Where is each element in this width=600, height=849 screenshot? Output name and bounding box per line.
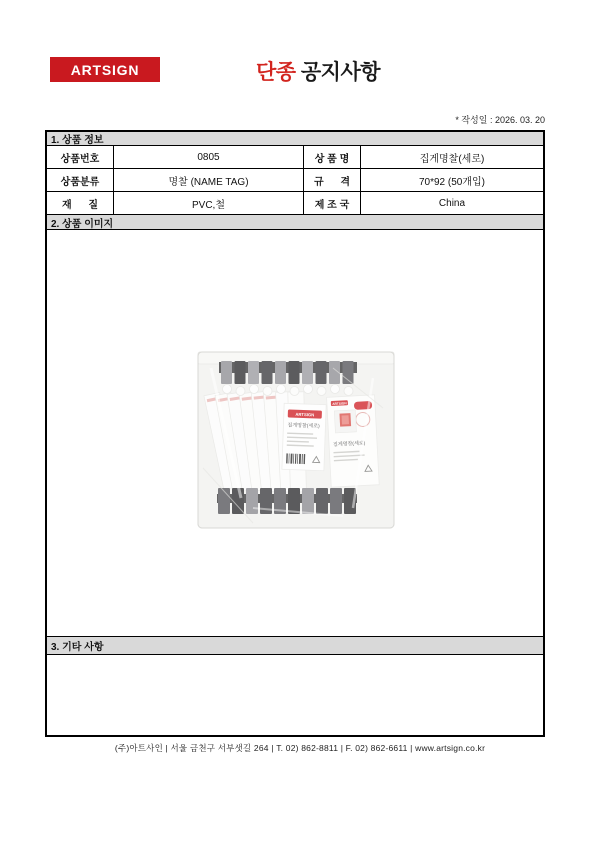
package-label-brand-text: ARTSIGN bbox=[295, 411, 315, 418]
table-row bbox=[47, 169, 543, 192]
etc-content-empty bbox=[47, 655, 543, 735]
package-label-title-text: 집게명찰(세로) bbox=[287, 422, 320, 430]
value-origin-country: China bbox=[438, 197, 466, 209]
value-product-name: 집게명찰(세로) bbox=[419, 153, 485, 165]
bag-gloss bbox=[198, 352, 394, 528]
product-image-area bbox=[47, 230, 543, 637]
section-heading-product-image: 2. 상품 이미지 bbox=[47, 215, 543, 230]
value-product-category: 명찰 (NAME TAG) bbox=[114, 169, 304, 191]
side-label-brand-text: ARTSIGN bbox=[332, 401, 347, 407]
section-heading-etc: 3. 기타 사항 bbox=[47, 637, 543, 655]
label-product-number: 상품번호 bbox=[47, 146, 114, 168]
value-spec: 70*92 (50개입) bbox=[418, 176, 486, 188]
value-product-number: 0805 bbox=[114, 146, 304, 168]
page-title-rest: 공지사항 bbox=[295, 61, 381, 84]
table-row bbox=[47, 192, 543, 215]
page-title bbox=[256, 56, 380, 86]
company-footer: (주)아트사인 | 서울 금천구 서부샛길 264 | T. 02) 862-8811 | F. 02) 862-6611 | www.artsign.co.kr bbox=[114, 743, 486, 753]
label-material: 재 질 bbox=[47, 192, 114, 214]
label-spec: 규 격 bbox=[304, 169, 361, 191]
notice-table bbox=[45, 130, 545, 737]
value-material: PVC,철 bbox=[114, 192, 304, 214]
label-product-category: 상품분류 bbox=[47, 169, 114, 191]
artsign-logo bbox=[50, 57, 160, 82]
page-title-highlight: 단종 bbox=[255, 61, 296, 84]
created-date-label: * 작성일 : 2026. 03. 20 bbox=[455, 115, 545, 125]
side-label-title-text: 집게명찰(세로) bbox=[332, 440, 366, 449]
label-product-name: 상 품 명 bbox=[304, 146, 361, 168]
product-photo bbox=[193, 348, 399, 534]
section-heading-product-info: 1. 상품 정보 bbox=[47, 132, 543, 146]
artsign-logo-text: ARTSIGN bbox=[70, 61, 140, 78]
label-origin-country: 제 조 국 bbox=[304, 192, 361, 214]
table-row bbox=[47, 146, 543, 169]
